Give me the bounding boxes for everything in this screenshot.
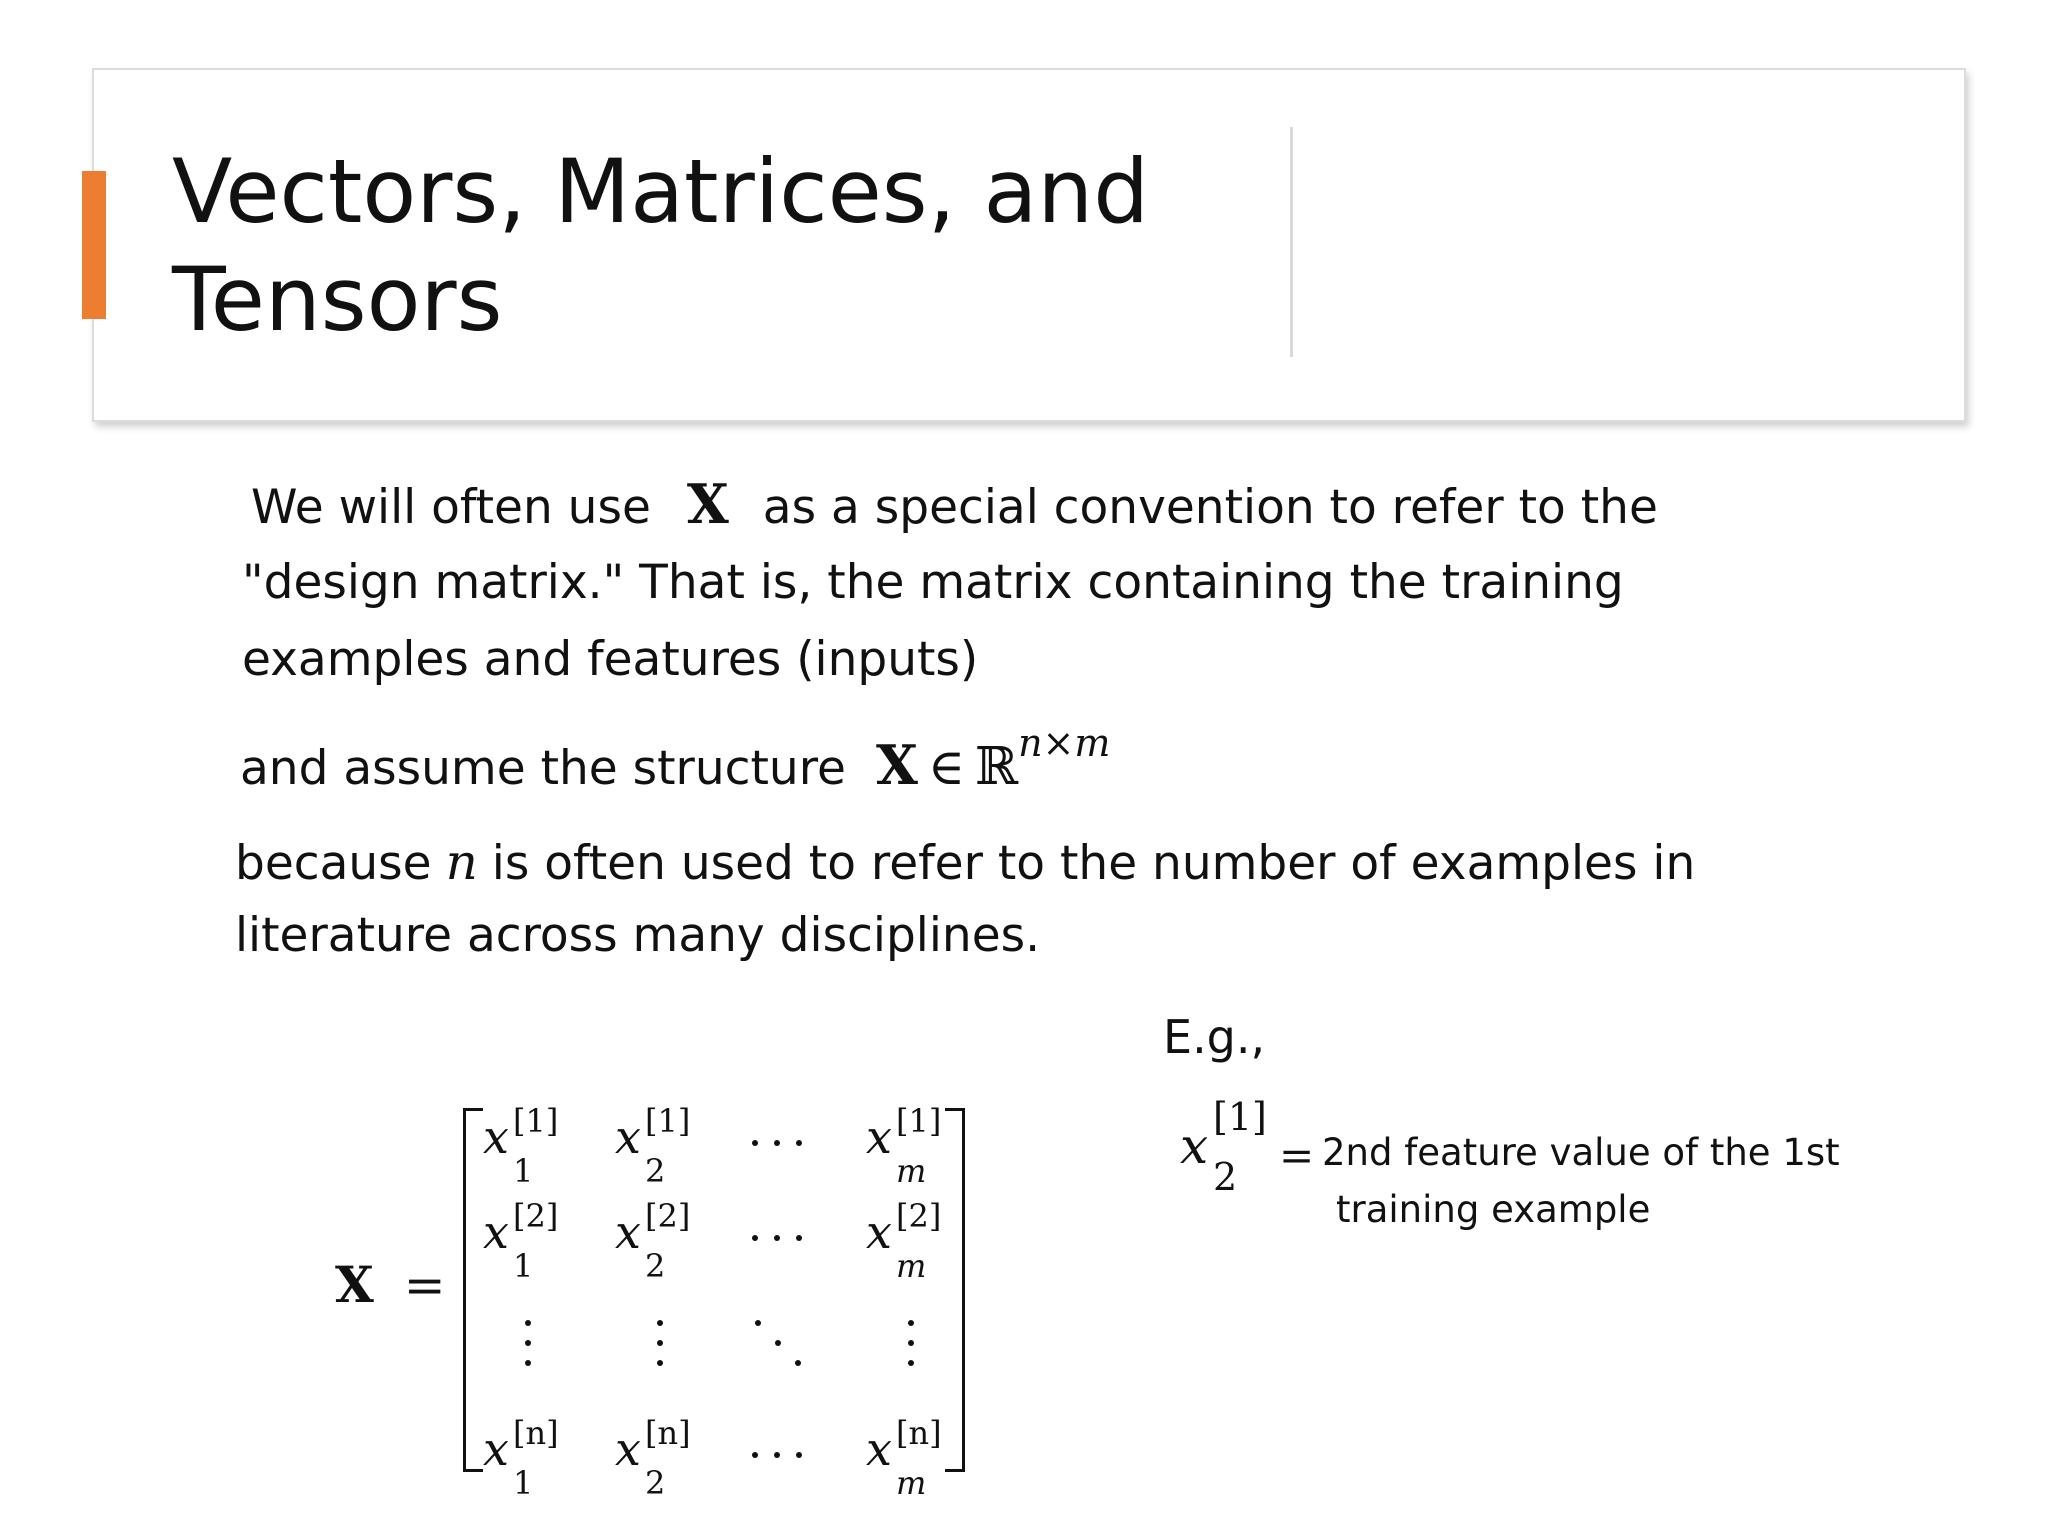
example-definition-line1: 2nd feature value of the 1st xyxy=(1322,1131,1840,1174)
slide-title-line1: Vectors, Matrices, and xyxy=(172,140,1150,243)
matrix-entry-sup: [2] xyxy=(896,1197,942,1235)
matrix-entry-base: x xyxy=(483,1422,509,1476)
matrix-entry-sub: m xyxy=(896,1464,927,1502)
example-equals: = xyxy=(1279,1131,1315,1180)
example-symbol xyxy=(1180,1095,1267,1199)
matrix-entry-sub: 2 xyxy=(645,1152,666,1190)
slide-title-line2: Tensors xyxy=(172,248,503,351)
dimension-exponent: n×m xyxy=(1018,721,1111,765)
matrix-entry-base: x xyxy=(615,1110,641,1164)
matrix-lhs-symbol: X xyxy=(335,1255,374,1314)
matrix-hdots xyxy=(752,1140,812,1152)
matrix-entry-sub: 1 xyxy=(513,1152,534,1190)
matrix-entry-base: x xyxy=(866,1422,892,1476)
matrix-entry-base: x xyxy=(483,1205,509,1259)
matrix-entry xyxy=(615,1197,691,1285)
matrix-entry-base: x xyxy=(615,1205,641,1259)
matrix-entry-sup: [n] xyxy=(896,1414,942,1452)
matrix-entry-sub: 1 xyxy=(513,1464,534,1502)
p1-text-before: We will often use xyxy=(251,480,651,535)
title-divider xyxy=(1290,127,1293,357)
matrix-hdots xyxy=(752,1235,812,1247)
structure-symbol: X xyxy=(875,733,918,797)
matrix-entry-sup: [1] xyxy=(645,1102,691,1140)
matrix-entry-sup: [2] xyxy=(513,1197,559,1235)
p3-text-before: because xyxy=(235,836,432,891)
matrix-entry xyxy=(483,1197,559,1285)
matrix-entry-sub: 1 xyxy=(513,1247,534,1285)
matrix-vdots xyxy=(908,1320,916,1370)
p3-text-after: is often used to refer to the number of examples in xyxy=(491,836,1696,891)
matrix-entry-sub: m xyxy=(896,1152,927,1190)
matrix-entry-sub: m xyxy=(896,1247,927,1285)
matrix-entry xyxy=(866,1414,942,1502)
matrix-entry-sup: [1] xyxy=(896,1102,942,1140)
title-accent-bar xyxy=(82,171,106,319)
matrix-entry-base: x xyxy=(483,1110,509,1164)
matrix-entry-sup: [2] xyxy=(645,1197,691,1235)
matrix-entry xyxy=(615,1102,691,1190)
reals-symbol: ℝ xyxy=(974,737,1019,797)
matrix-entry xyxy=(866,1102,942,1190)
matrix-entry-base: x xyxy=(866,1205,892,1259)
matrix-lhs-equals: = xyxy=(403,1256,446,1314)
matrix-entry-sub: 2 xyxy=(645,1464,666,1502)
matrix-entry-sup: [n] xyxy=(645,1414,691,1452)
matrix-entry xyxy=(866,1197,942,1285)
paragraph3-line2: literature across many disciplines. xyxy=(235,908,1041,963)
matrix-vdots xyxy=(525,1320,533,1370)
matrix-entry-base: x xyxy=(866,1110,892,1164)
n-variable: n xyxy=(445,833,478,891)
matrix-lhs xyxy=(335,1255,446,1314)
paragraph2 xyxy=(240,721,1111,797)
example-symbol-sub: 2 xyxy=(1213,1155,1238,1199)
matrix-left-bracket xyxy=(463,1108,483,1472)
matrix-entry-sub: 2 xyxy=(645,1247,666,1285)
paragraph1-line2: "design matrix." That is, the matrix containing the training xyxy=(242,555,1624,610)
p2-text: and assume the structure xyxy=(240,741,846,796)
example-symbol-sup: [1] xyxy=(1213,1095,1267,1139)
matrix-entry xyxy=(615,1414,691,1502)
example-definition-line2: training example xyxy=(1336,1188,1651,1231)
matrix-entry-sup: [n] xyxy=(513,1414,559,1452)
p1-text-after: as a special convention to refer to the xyxy=(762,480,1658,535)
matrix-entry xyxy=(483,1414,559,1502)
matrix-entry-base: x xyxy=(615,1422,641,1476)
paragraph1-line1 xyxy=(251,472,1658,536)
matrix-ddots xyxy=(755,1320,805,1370)
matrix-vdots xyxy=(657,1320,665,1370)
element-of-symbol: ∈ xyxy=(927,738,965,796)
example-symbol-base: x xyxy=(1180,1117,1209,1175)
matrix-entry-sup: [1] xyxy=(513,1102,559,1140)
slide-title xyxy=(172,138,1149,354)
matrix-right-bracket xyxy=(945,1108,965,1472)
example-label: E.g., xyxy=(1163,1010,1266,1064)
paragraph1-line3: examples and features (inputs) xyxy=(242,632,979,687)
matrix-hdots xyxy=(752,1452,812,1464)
matrix-entry xyxy=(483,1102,559,1190)
paragraph3-line1 xyxy=(235,833,1695,891)
design-matrix-symbol: X xyxy=(686,472,729,536)
